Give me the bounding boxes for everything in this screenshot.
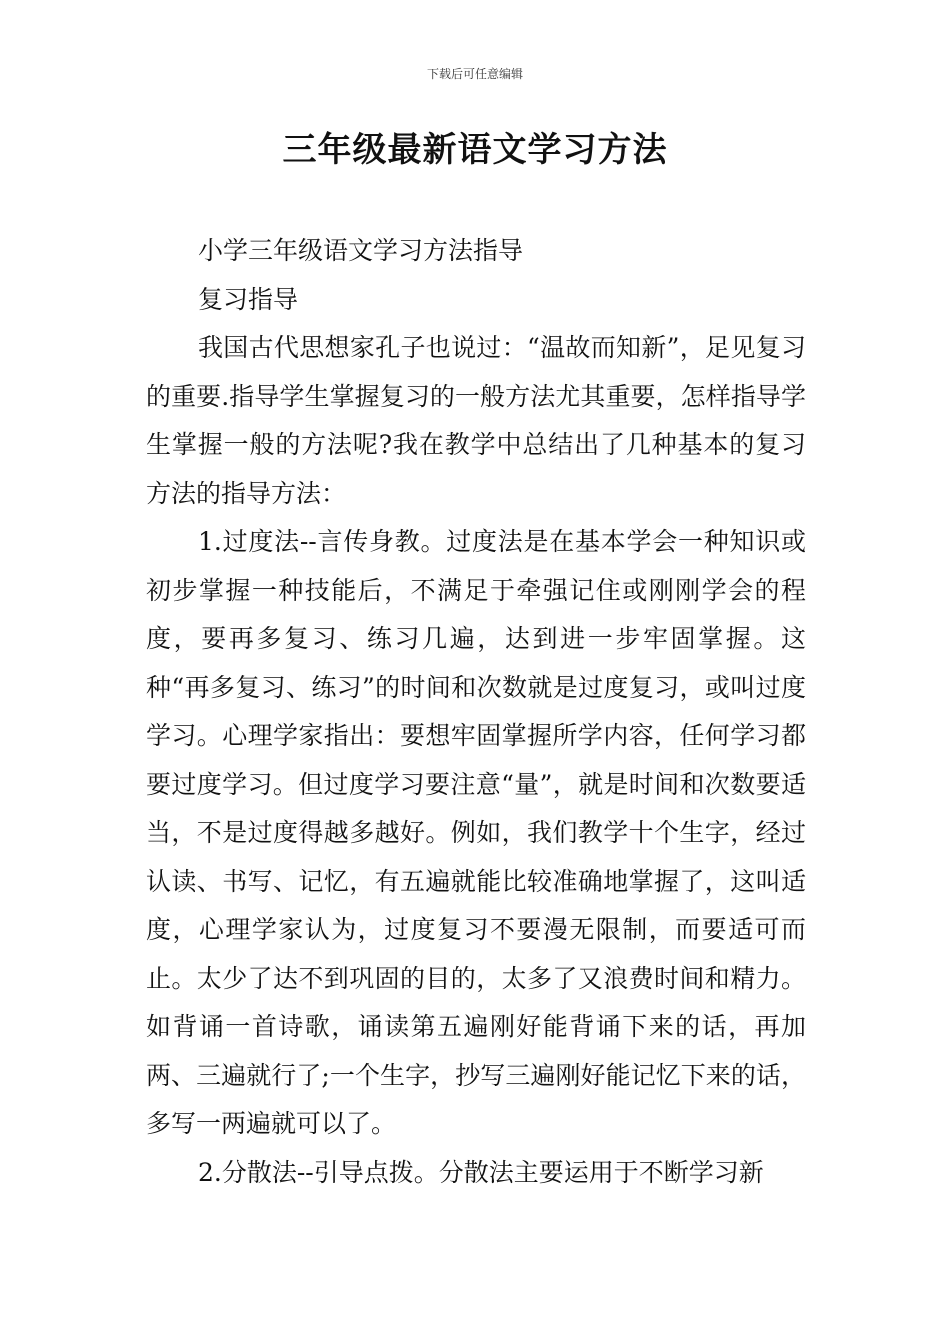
paragraph-method-2: 2.分散法--引导点拨。分散法主要运用于不断学习新 [198, 1157, 764, 1187]
paragraph-intro: 我国古代思想家孔子也说过：“温故而知新”，足见复习的重要.指导学生掌握复习的一般方法尤其重要，怎样指导学生掌握一般的方法呢?我在教学中总结出了几种基本的复习方法的指导方法： [146, 333, 806, 508]
page-title: 三年级最新语文学习方法 [282, 130, 668, 170]
header-note: 下载后可任意编辑 [426, 67, 523, 81]
paragraph-method-1: 1.过度法--言传身教。过度法是在基本学会一种知识或初步掌握一种技能后，不满足于牵强记住或刚刚学会的程度，要再多复习、练习几遍，达到进一步牢固掌握。这种“再多复习、练习”的时间和次数就是过度复习，或叫过度学习。心理学家指出：要想牢固掌握所学内容，任何学习都要过度学习。但过度学习要注意“量”，就是时间和次数要适当，不是过度得越多越好。例如，我们教学十个生字，经过认读、书写、记忆，有五遍就能比较准确地掌握了，这叫适度，心理学家认为，过度复习不要漫无限制，而要适可而止。太少了达不到巩固的目的，太多了又浪费时间和精力。如背诵一首诗歌，诵读第五遍刚好能背诵下来的话，再加两、三遍就行了;一个生字，抄写三遍刚好能记忆下来的话，多写一两遍就可以了。 [146, 527, 806, 1138]
paragraph-section-heading: 复习指导 [198, 284, 299, 314]
paragraph-subtitle: 小学三年级语文学习方法指导 [198, 236, 524, 265]
document-body [146, 227, 806, 1197]
